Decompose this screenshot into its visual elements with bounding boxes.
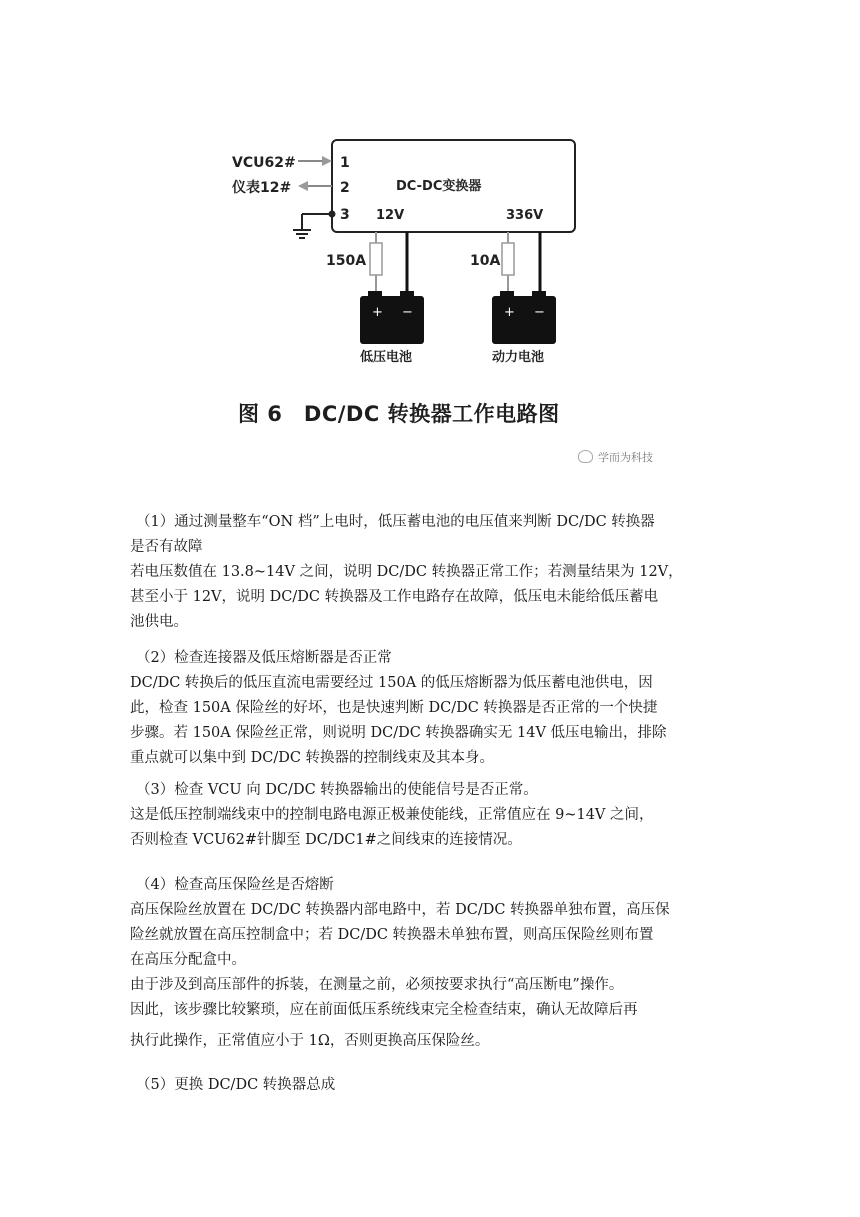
- section-1-line: 若电压数值在 13.8~14V 之间，说明 DC/DC 转换器正常工作；若测量结果为 12V，: [130, 564, 683, 580]
- section-5: [130, 1073, 732, 1098]
- section-4-line: 险丝就放置在高压控制盒中；若 DC/DC 转换器未单独布置，则高压保险丝则布置: [130, 927, 654, 943]
- section-1-line: 甚至小于 12V，说明 DC/DC 转换器及工作电路存在故障，低压电未能给低压蓄电: [130, 589, 659, 605]
- section-1-line: 是否有故障: [130, 539, 203, 555]
- meter-label: 仪表12#: [232, 180, 292, 196]
- high-battery-plus: +: [504, 305, 515, 320]
- watermark: [578, 449, 653, 465]
- low-battery-plus: +: [372, 305, 383, 320]
- fuse-150a-label: 150A: [326, 253, 367, 269]
- fuse-10a: [502, 243, 514, 275]
- section-4: [130, 873, 732, 1054]
- figure-caption: 图 6 DC/DC 转换器工作电路图: [238, 402, 560, 426]
- pin-3-label: 3: [340, 207, 350, 223]
- section-3-line: 否则检查 VCU62#针脚至 DC/DC1#之间线束的连接情况。: [130, 832, 522, 848]
- section-5-line: （5）更换 DC/DC 转换器总成: [136, 1077, 336, 1093]
- ground-node: [329, 211, 336, 218]
- high-battery-minus: −: [534, 305, 545, 320]
- circuit-svg: [210, 118, 650, 398]
- section-3-line: （3）检查 VCU 向 DC/DC 转换器输出的使能信号是否正常。: [136, 782, 538, 798]
- section-4-line: 因此，该步骤比较繁琐，应在前面低压系统线束完全检查结束，确认无故障后再: [130, 1002, 638, 1018]
- section-2-line: 此，检查 150A 保险丝的好坏，也是快速判断 DC/DC 转换器是否正常的一个快捷: [130, 700, 658, 716]
- section-1-line: 池供电。: [130, 614, 188, 630]
- converter-label: DC-DC变换器: [396, 179, 482, 194]
- section-4-line: 由于涉及到高压部件的拆装，在测量之前，必须按要求执行“高压断电”操作。: [130, 977, 624, 993]
- section-1-line: （1）通过测量整车“ON 档”上电时，低压蓄电池的电压值来判断 DC/DC 转换器: [136, 514, 655, 530]
- high-battery-icon: [492, 291, 556, 344]
- fuse-150a: [370, 243, 382, 275]
- pin-2-label: 2: [340, 180, 350, 196]
- low-battery-icon: [360, 291, 424, 344]
- section-4-line: 高压保险丝放置在 DC/DC 转换器内部电路中，若 DC/DC 转换器单独布置，高压保: [130, 902, 670, 918]
- wechat-icon: [578, 450, 593, 463]
- section-4-line: 在高压分配盒中。: [130, 952, 246, 968]
- low-voltage-label: 12V: [376, 208, 405, 223]
- section-4-line: 执行此操作，正常值应小于 1Ω，否则更换高压保险丝。: [130, 1033, 490, 1049]
- section-2-line: 步骤。若 150A 保险丝正常，则说明 DC/DC 转换器确实无 14V 低压电输出，排除: [130, 725, 667, 741]
- meter-arrow-icon: [298, 181, 308, 191]
- section-2: [130, 646, 732, 771]
- fuse-10a-label: 10A: [470, 253, 501, 269]
- section-4-line: （4）检查高压保险丝是否熔断: [136, 877, 334, 893]
- section-2-line: DC/DC 转换后的低压直流电需要经过 150A 的低压熔断器为低压蓄电池供电，因: [130, 675, 653, 691]
- high-voltage-label: 336V: [506, 208, 544, 223]
- pin-1-label: 1: [340, 155, 350, 171]
- high-battery-label: 动力电池: [492, 350, 545, 365]
- section-2-line: （2）检查连接器及低压熔断器是否正常: [136, 650, 392, 666]
- section-3-line: 这是低压控制端线束中的控制电路电源正极兼使能线，正常值应在 9~14V 之间，: [130, 807, 654, 823]
- vcu-label: VCU62#: [232, 155, 296, 171]
- section-2-line: 重点就可以集中到 DC/DC 转换器的控制线束及其本身。: [130, 750, 495, 766]
- vcu-arrow-icon: [322, 156, 332, 166]
- section-3: [130, 778, 732, 853]
- ground-icon: [293, 230, 311, 238]
- section-1: [130, 510, 732, 635]
- low-battery-minus: −: [402, 305, 413, 320]
- watermark-text: 学而为科技: [598, 451, 653, 464]
- low-battery-label: 低压电池: [360, 350, 413, 365]
